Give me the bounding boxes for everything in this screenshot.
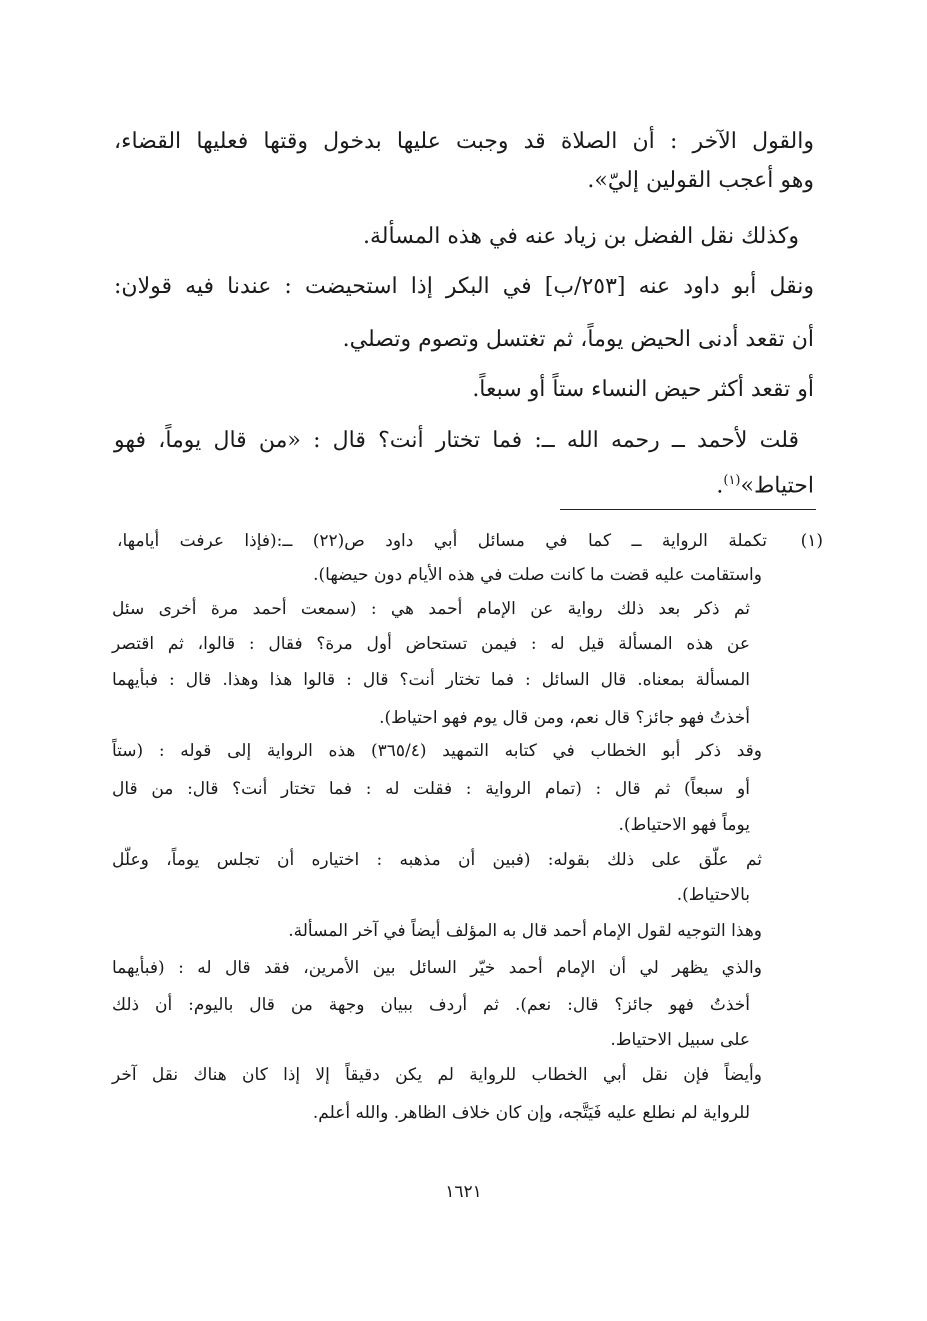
footnote-number: (١) (800, 531, 823, 551)
footnote-line-8: أو سبعاً) ثم قال : (تمام الرواية : فقلت له : فما تختار أنت؟ قال: من قال (112, 779, 750, 799)
footnote-separator (560, 509, 816, 510)
footnote-line-10: ثم علّق على ذلك بقوله: (فبين أن مذهبه : اختياره أن تجلس يوماً، وعلّل (112, 850, 762, 870)
body-line-2: وهو أعجب القولين إليّ». (587, 168, 814, 193)
footnote-line-3: ثم ذكر بعد ذلك رواية عن الإمام أحمد هي : (سمعت أحمد مرة أخرى سئل (112, 599, 750, 619)
footnote-line-4: عن هذه المسألة قيل له : فيمن تستحاض أول مرة؟ فقال : قالوا، ثم اقتصر (112, 634, 750, 654)
body-line-8-text: احتياط» (740, 473, 814, 499)
body-line-1: والقول الآخر : أن الصلاة قد وجبت عليها بدخول وقتها فعليها القضاء، (114, 129, 814, 154)
footnote-line-13: والذي يظهر لي أن الإمام أحمد خيّر السائل بين الأمرين، فقد قال له : (فبأيهما (112, 958, 762, 978)
footnote-line-15: على سبيل الاحتياط. (610, 1030, 750, 1050)
footnote-line-17: للرواية لم نطلع عليه فَيَتَّجه، وإن كان خلاف الظاهر. والله أعلم. (312, 1103, 750, 1123)
page-number: ١٦٢١ (445, 1182, 482, 1202)
footnote-line-7: وقد ذكر أبو الخطاب في كتابه التمهيد (٣٦٥/٤) هذه الرواية إلى قوله : (ستاً (112, 741, 762, 761)
body-line-4: ونقل أبو داود عنه [٢٥٣/ب] في البكر إذا استحيضت : عندنا فيه قولان: (114, 274, 814, 299)
body-line-6: أو تقعد أكثر حيض النساء ستاً أو سبعاً. (472, 377, 814, 402)
body-line-8-end: . (716, 473, 724, 499)
footnote-ref-1[interactable]: (١) (723, 473, 741, 488)
footnote-line-11: بالاحتياط). (676, 885, 750, 905)
footnote-line-1: تكملة الرواية ــ كما في مسائل أبي داود ص(٢٢) ــ:(فإذا عرفت أيامها، (117, 531, 768, 551)
body-line-5: أن تقعد أدنى الحيض يوماً، ثم تغتسل وتصوم وتصلي. (342, 327, 814, 352)
footnote-line-12: وهذا التوجيه لقول الإمام أحمد قال به المؤلف أيضاً في آخر المسألة. (288, 921, 762, 941)
body-line-7: قلت لأحمد ــ رحمه الله ــ: فما تختار أنت؟ قال : «من قال يوماً، فهو (114, 428, 799, 453)
footnote-line-16: وأيضاً فإن نقل أبي الخطاب للرواية لم يكن دقيقاً إلا إذا كان هناك نقل آخر (112, 1065, 762, 1085)
footnote-line-9: يوماً فهو الاحتياط). (618, 815, 750, 835)
footnote-line-2: واستقامت عليه قضت ما كانت صلت في هذه الأيام دون حيضها). (313, 565, 762, 585)
body-line-3: وكذلك نقل الفضل بن زياد عنه في هذه المسألة. (363, 224, 799, 249)
body-line-8 (114, 466, 814, 501)
footnote-line-6: أخذتُ فهو جائز؟ قال نعم، ومن قال يوم فهو احتياط). (379, 708, 750, 728)
footnote-line-5: المسألة بمعناه. قال السائل : فما تختار أنت؟ قال : قالوا هذا وهذا. قال : فبأيهما (112, 670, 750, 690)
footnote-line-14: أخذتُ فهو جائز؟ قال: نعم). ثم أردف ببيان وجهة من قال باليوم: أن ذلك (112, 995, 750, 1015)
